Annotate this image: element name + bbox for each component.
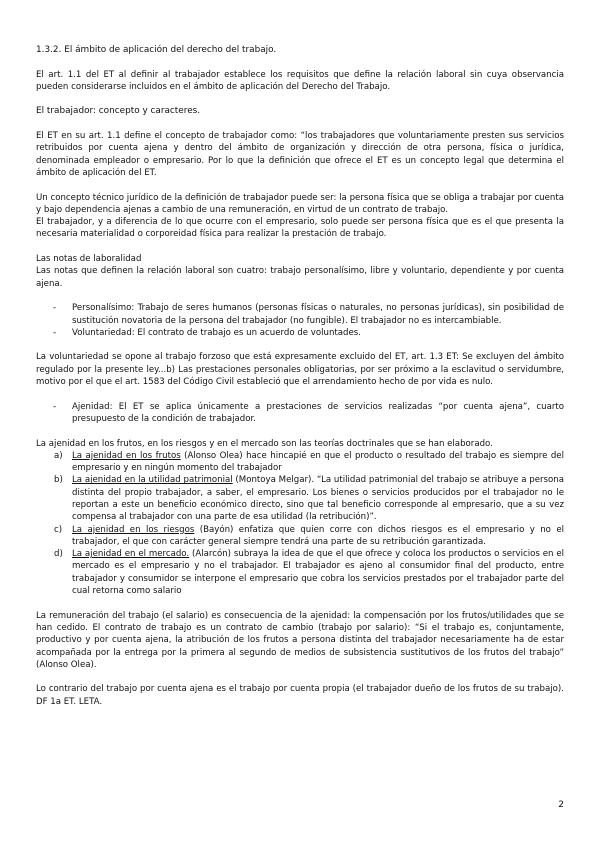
list-item-text: (Montoya Melgar). “La utilidad patrimonial del trabajo se atribuye a persona distinta del propio trabajador, a saber, el empresario. Los bienes o servicios producidos por el trabajador no le reportan a este un beneficio económico directo, sino que tal beneficio corresponde al empresario, que a su vez compensa al trabajador con una parte de esa utilidad (la retribución)”. (72, 475, 564, 523)
bullet-marker: - (53, 303, 57, 314)
paragraph-diferencia: El trabajador, y a diferencia de lo que ocurre con el empresario, solo puede ser persona física que es el que presenta la necesaria materialidad o corporeidad física para realizar la prestación de trabajo. (36, 217, 564, 240)
dash-list-notas (36, 302, 564, 339)
paragraph-ajenidad: La ajenidad en los frutos, en los riesgos y en el mercado son las teorías doctrinales que se han elaborado. (36, 438, 493, 449)
page-number: 2 (558, 800, 564, 810)
dash-list-ajenidad (36, 401, 564, 426)
list-item (36, 401, 564, 426)
list-letter: a) (54, 450, 63, 461)
paragraph-et-define: El ET en su art. 1.1 define el concepto de trabajador como: “los trabajadores que voluntariamente presten sus servicios retribuidos por cuenta ajena y dentro del ámbito de organización y dirección de otra persona, física o jurídica, denominada empleador o empresario. Por lo que la definición que ofrece el ET es un concepto legal que determina el ámbito de aplicación del ET. (36, 131, 564, 178)
list-item (36, 524, 564, 549)
paragraph-concepto-tecnico: Un concepto técnico jurídico de la definición de trabajador puede ser: la persona física que se obliga a trabajar por cuenta y bajo dependencia ajenas a cambio de una remuneración, en virtud de un contrato de trabajo. (36, 192, 564, 215)
list-item-term: La ajenidad en los frutos (72, 450, 181, 461)
list-item (36, 302, 564, 327)
list-item-text: (Alonso Olea) hace hincapié en que el producto o resultado del trabajo es siempre del empresario y en ningún momento del trabajador (72, 450, 564, 474)
list-item (36, 548, 564, 597)
list-letter: d) (54, 549, 63, 560)
list-item (36, 327, 564, 339)
paragraph-remuneracion: La remuneración del trabajo (el salario) es consecuencia de la ajenidad: la compensación por los frutos/utilidades que se han cedido. El contrato de trabajo es un contrato de cambio (trabajo por salario): “Si el trabajo es, conjuntamente, productivo y por cuenta ajena, la atribución de los frutos a persona distinta del trabajador necesariamente ha de estar acompañada por la entrega por la primera al segundo de medios de subsistencia sustitutivos de los frutos del trabajo” (Alonso Olea). (36, 610, 564, 670)
list-item-text: Voluntariedad: El contrato de trabajo es un acuerdo de voluntades. (72, 327, 362, 338)
list-item-text: Ajenidad: El ET se aplica únicamente a prestaciones de servicios realizadas “por cuenta ajena”, cuarto presupuesto de la condición de trabajador. (72, 401, 564, 424)
list-letter: b) (54, 475, 63, 486)
list-item (36, 450, 564, 475)
list-item-term: La ajenidad en el mercado. (72, 549, 190, 560)
alpha-list-teorias (36, 450, 564, 598)
list-item-term: La ajenidad en la utilidad patrimonial (72, 475, 233, 486)
list-item-text: (Alarcón) subraya la idea de que el que ofrece y coloca los productos o servicios en el mercado es el empresario y no el trabajador. El trabajador es ajeno al consumidor final del producto, entre trabajador y consumidor se interpone el empresario que cobra los servicios prestados por el trabajador parte del cual retorna como salario (72, 549, 564, 597)
list-item-term: La ajenidad en los riesgos (72, 524, 195, 535)
list-item (36, 474, 564, 523)
paragraph-intro: El art. 1.1 del ET al definir al trabajador establece los requisitos que define la relación laboral sin cuya observancia pueden considerarse incluidos en el ámbito de aplicación del Derecho del Trabajo. (36, 69, 564, 92)
sub-heading-notas: Las notas de laboralidad (36, 254, 142, 265)
paragraph-contrario: Lo contrario del trabajo por cuenta ajena es el trabajo por cuenta propia (el trabajador dueño de los frutos de su trabajo). DF 1a ET. LETA. (36, 684, 564, 707)
document-page (36, 44, 564, 708)
paragraph-notas: Las notas que definen la relación laboral son cuatro: trabajo personalísimo, libre y voluntario, dependiente y por cuenta ajena. (36, 266, 564, 289)
bullet-marker: - (53, 401, 57, 412)
paragraph-voluntariedad: La voluntariedad se opone al trabajo forzoso que está expresamente excluido del ET, art. 1.3 ET: Se excluyen del ámbito regulado por la presente ley...b) Las prestaciones personales obligatorias, por ser próximo a la esclavitud o servidumbre, motivo por el que el art. 1583 del Código Civil estableció que el arrendamiento hecho de por vida es nulo. (36, 352, 564, 388)
list-item-text: (Bayón) enfatiza que quien corre con dichos riesgos es el empresario y no el trabajador, el que con carácter general siempre tendrá una parte de su retribución garantizada. (72, 524, 564, 547)
bullet-marker: - (53, 327, 57, 338)
list-letter: c) (54, 524, 63, 535)
section-title: 1.3.2. El ámbito de aplicación del derecho del trabajo. (36, 45, 277, 55)
sub-heading-trabajador: El trabajador: concepto y caracteres. (36, 106, 201, 117)
list-item-text: Personalísimo: Trabajo de seres humanos (personas físicas o naturales, no personas jurídicas), sin posibilidad de sustitución novatoria de la persona del trabajador (no fungible). El trabajador no es intercambiable. (72, 303, 564, 326)
